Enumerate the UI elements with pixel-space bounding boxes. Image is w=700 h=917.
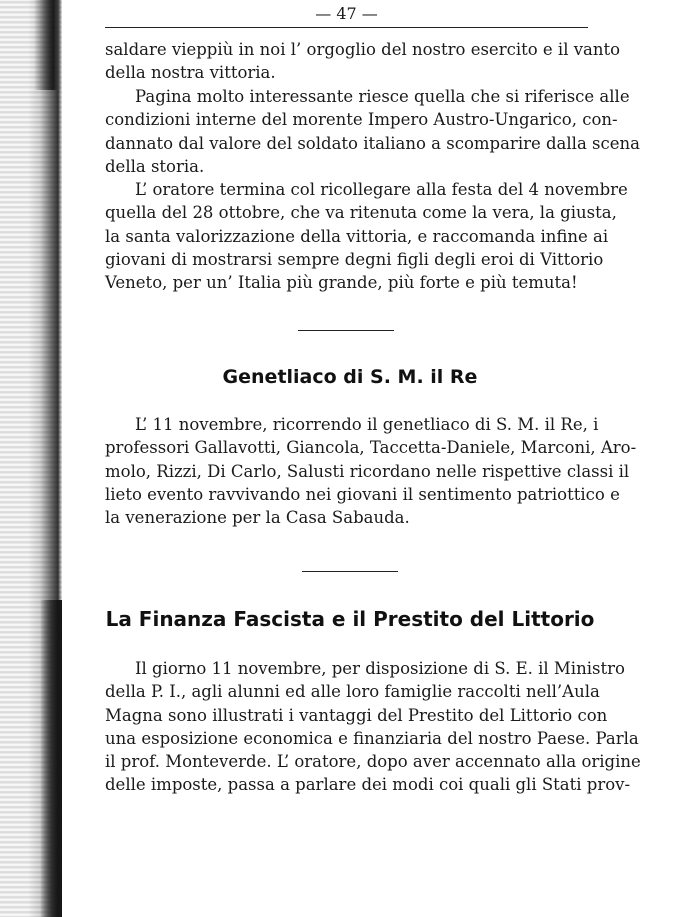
section-title-genetliaco: Genetliaco di S. M. il Re (222, 366, 478, 388)
text-line: dannato dal valore del soldato italiano a scomparire dalla scena (105, 133, 640, 153)
text-line: saldare vieppiù in noi l’ orgoglio del nostro esercito e il vanto (105, 40, 621, 59)
text-line: professori Gallavotti, Giancola, Taccetta-Daniele, Marconi, Aro- (105, 438, 637, 458)
text-line: giovani di mostrarsi sempre degni figli degli eroi di Vittorio (105, 249, 604, 269)
paragraph-genetliaco (105, 413, 637, 529)
paragraph-interesting-page (105, 85, 640, 178)
paragraph-speaker-conclusion (105, 178, 628, 294)
paragraph-continuation (105, 38, 621, 85)
page-number: — 47 — (315, 4, 378, 23)
text-line: della nostra vittoria. (105, 63, 276, 83)
text-line: quella del 28 ottobre, che va ritenuta come la vera, la giusta, (105, 203, 617, 223)
text-line: molo, Rizzi, Di Carlo, Salusti ricordano nelle rispettive classi il (105, 461, 630, 481)
section-divider (298, 330, 394, 331)
text-line: Pagina molto interessante riesce quella che si riferisce alle (135, 87, 630, 106)
section-divider (302, 571, 398, 572)
text-line: delle imposte, passa a parlare dei modi coi quali gli Stati prov- (105, 775, 631, 795)
paragraph-prestito-littorio (105, 657, 641, 797)
text-line: una esposizione economica e finanziaria del nostro Paese. Parla (105, 728, 639, 748)
binding-shadow-bottom (40, 600, 62, 917)
binding-shadow-top (34, 0, 62, 90)
text-line: della storia. (105, 156, 205, 176)
text-line: il prof. Monteverde. L’ oratore, dopo aver accennato alla origine (105, 752, 641, 772)
header-rule (105, 27, 588, 28)
section-title-finanza-fascista: La Finanza Fascista e il Prestito del Littorio (105, 607, 595, 631)
text-line: la santa valorizzazione della vittoria, e raccomanda infine ai (105, 226, 609, 246)
page-header (105, 4, 588, 30)
text-line: la venerazione per la Casa Sabauda. (105, 508, 410, 528)
text-line: lieto evento ravvivando nei giovani il sentimento patriottico e (105, 484, 620, 504)
text-line: condizioni interne del morente Impero Austro-Ungarico, con- (105, 110, 618, 130)
text-line: Veneto, per un’ Italia più grande, più forte e più temuta! (105, 273, 578, 293)
text-line: della P. I., agli alunni ed alle loro famiglie raccolti nell’Aula (105, 682, 600, 702)
text-line: Magna sono illustrati i vantaggi del Prestito del Littorio con (105, 705, 608, 725)
text-line: Il giorno 11 novembre, per disposizione di S. E. il Ministro (135, 659, 625, 678)
text-line: L’ oratore termina col ricollegare alla festa del 4 novembre (135, 180, 628, 199)
text-line: L’ 11 novembre, ricorrendo il genetliaco di S. M. il Re, i (135, 415, 599, 434)
